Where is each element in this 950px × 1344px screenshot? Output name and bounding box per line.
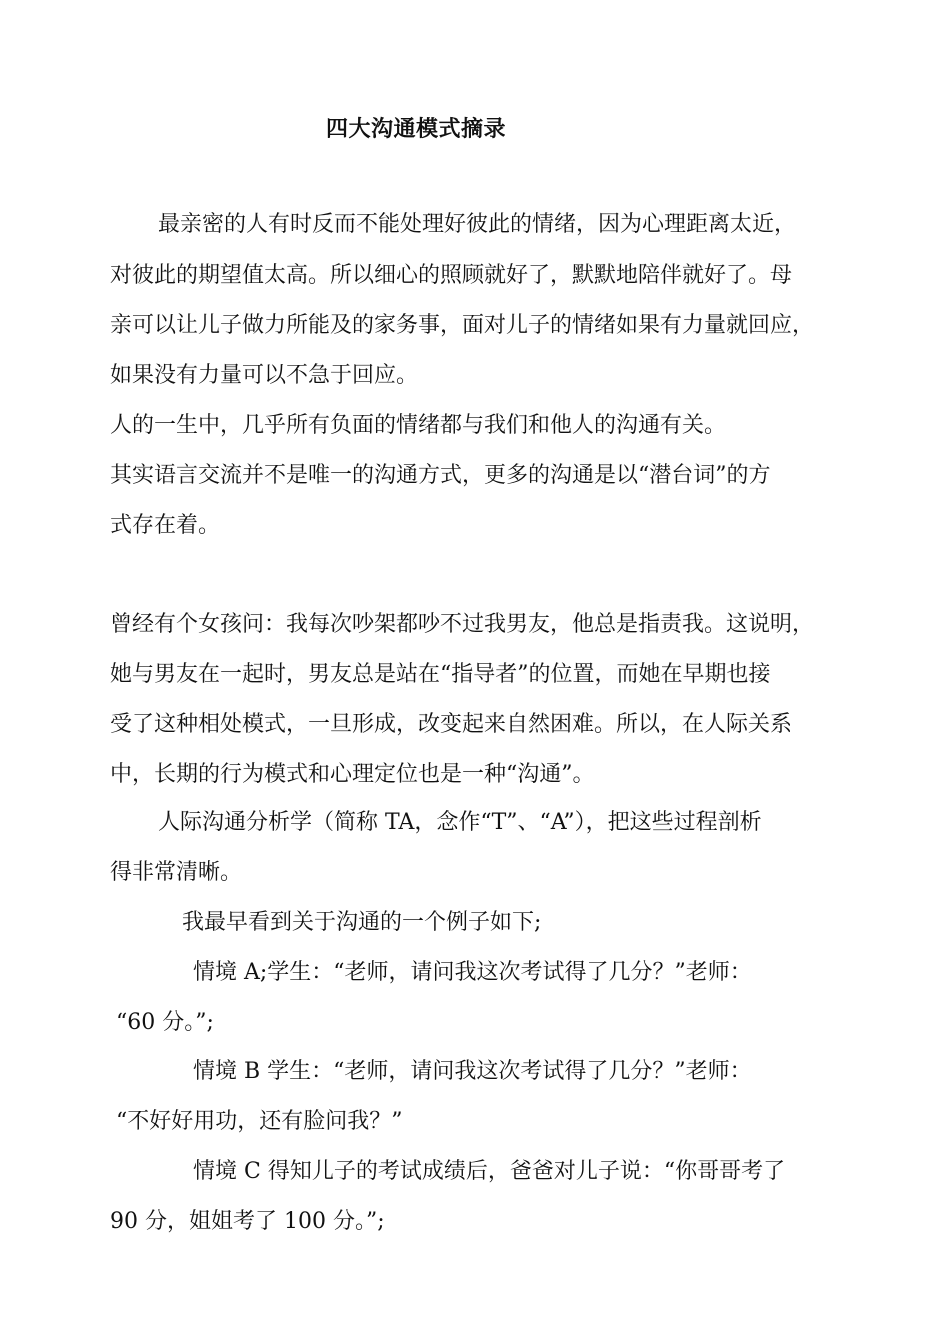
paragraph-line: 情境 C 得知儿子的考试成绩后，爸爸对儿子说：“你哥哥考了 [193, 1159, 786, 1184]
paragraph-line: 她与男友在一起时，男友总是站在“指导者”的位置，而她在早期也接 [110, 662, 771, 687]
paragraph-line: 受了这种相处模式，一旦形成，改变起来自然困难。所以，在人际关系 [110, 712, 793, 737]
paragraph-line: 情境 A;学生：“老师，请问我这次考试得了几分？”老师： [193, 960, 752, 985]
paragraph-line: 中，长期的行为模式和心理定位也是一种“沟通”。 [110, 762, 595, 787]
paragraph-line: 得非常清晰。 [110, 860, 243, 885]
paragraph-line: 90 分，姐姐考了 100 分。”; [110, 1209, 385, 1234]
paragraph-line: 其实语言交流并不是唯一的沟通方式，更多的沟通是以“潜台词”的方 [110, 463, 771, 488]
paragraph-line: 如果没有力量可以不急于回应。 [110, 363, 419, 388]
paragraph-line: “不好好用功，还有脸问我？” [116, 1109, 403, 1134]
paragraph-line: 对彼此的期望值太高。所以细心的照顾就好了，默默地陪伴就好了。母 [110, 263, 793, 288]
document-title: 四大沟通模式摘录 [326, 116, 507, 142]
paragraph-line: 最亲密的人有时反而不能处理好彼此的情绪，因为心理距离太近， [158, 212, 797, 237]
paragraph-line: 情境 B 学生：“老师，请问我这次考试得了几分？”老师： [193, 1059, 752, 1084]
paragraph-line: “60 分。”; [116, 1010, 214, 1035]
paragraph-line: 人的一生中，几乎所有负面的情绪都与我们和他人的沟通有关。 [110, 413, 727, 438]
paragraph-line: 我最早看到关于沟通的一个例子如下; [182, 910, 542, 935]
paragraph-line: 人际沟通分析学（简称 TA，念作“T”、“A”），把这些过程剖析 [158, 810, 762, 835]
paragraph-line: 亲可以让儿子做力所能及的家务事，面对儿子的情绪如果有力量就回应， [110, 313, 815, 338]
paragraph-line: 曾经有个女孩问：我每次吵架都吵不过我男友，他总是指责我。这说明， [110, 612, 815, 637]
paragraph-line: 式存在着。 [110, 513, 221, 538]
